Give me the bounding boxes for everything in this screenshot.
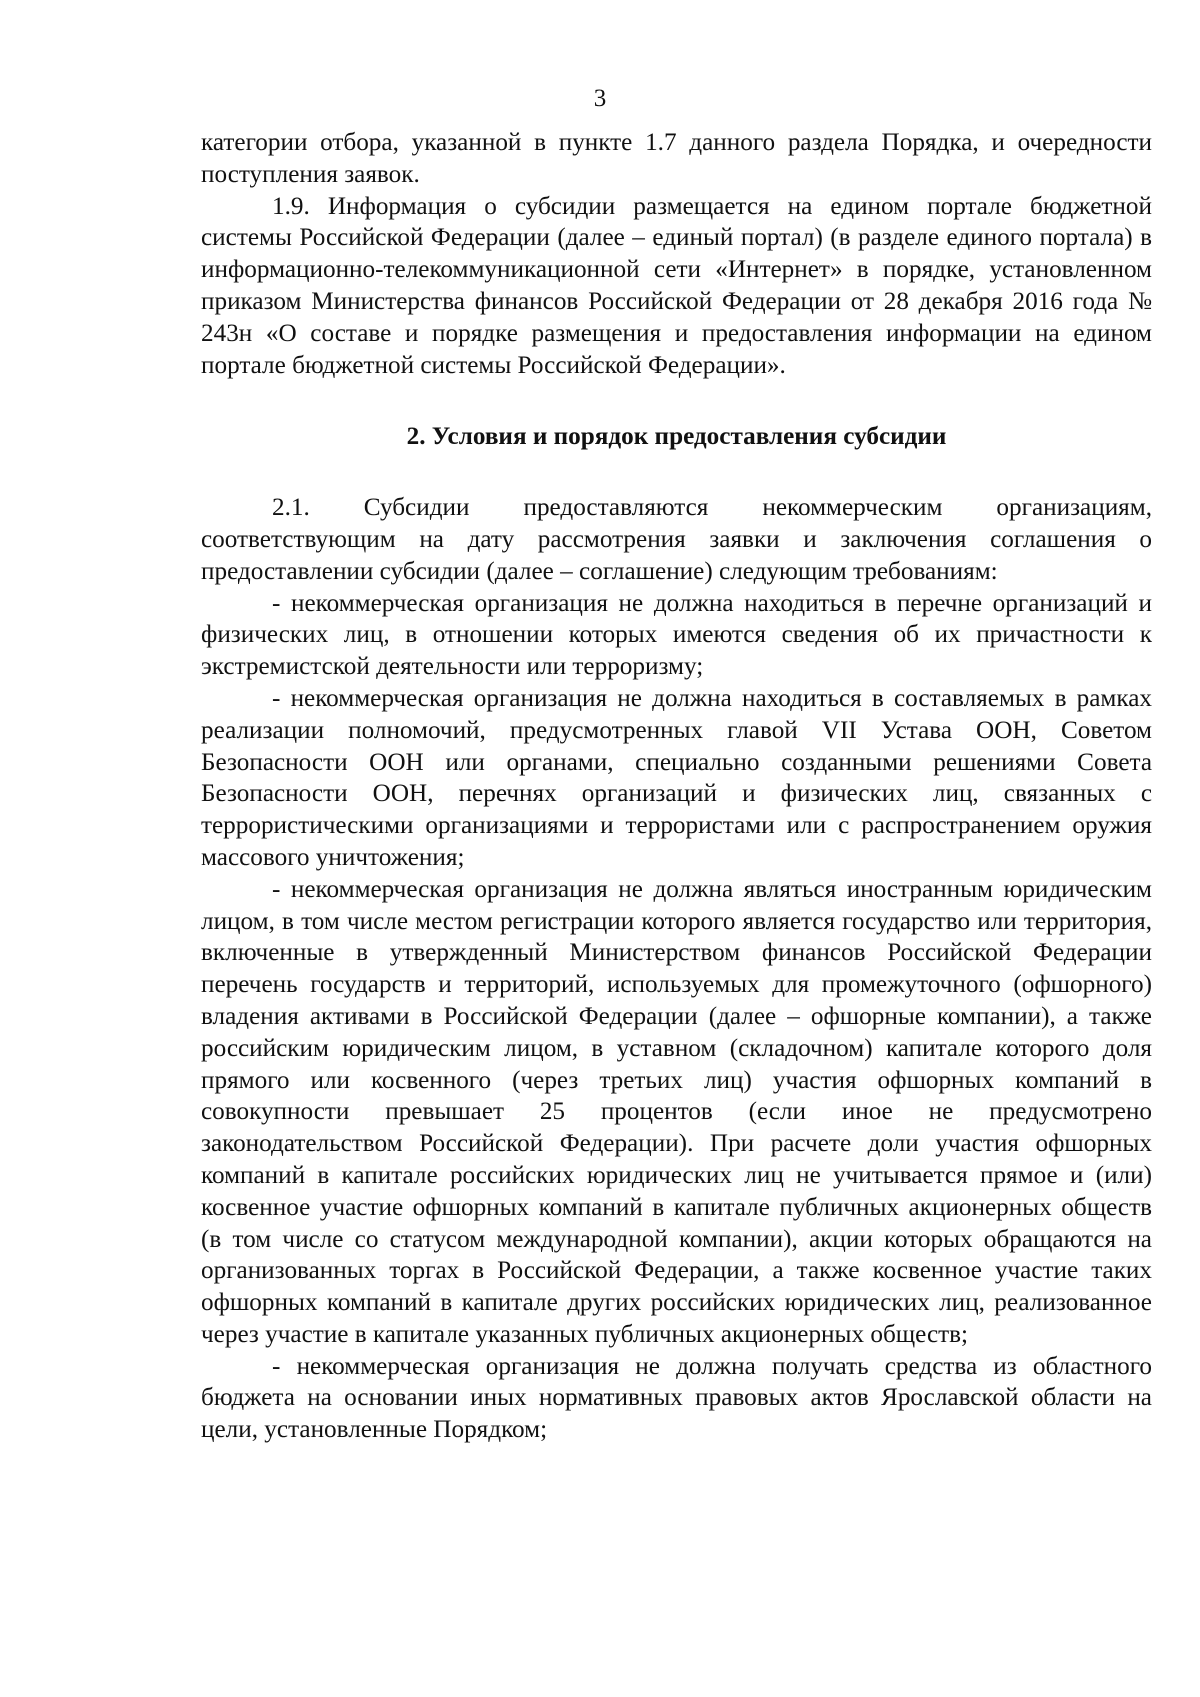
requirement-item-2: - некоммерческая организация не должна находиться в составляемых в рамках реализации полномочий, предусмотренных главой VII Устава ООН, Советом Безопасности ООН или органами, специально созданными решениями Совета Безопасности ООН, перечнях организаций и физических лиц, связанных с террористическими организациями и террористами или с распространением оружия массового уничтожения; [201,684,1152,871]
section-heading: 2. Условия и порядок предоставления субсидии [406,423,947,451]
paragraph-2-1: 2.1. Субсидии предоставляются некоммерческим организациям, соответствующим на дату рассмотрения заявки и заключения соглашения о предоставлении субсидии (далее – соглашение) следующим требованиям: [201,494,1152,585]
paragraph-1-9: 1.9. Информация о субсидии размещается на едином портале бюджетной системы Российской Федерации (далее – единый портал) (в разделе единого портала) в информационно-телекоммуникационной сети «Интернет» в порядке, установленном приказом Министерства финансов Российской Федерации от 28 декабря 2016 года № 243н «О составе и порядке размещения и предоставления информации на едином портале бюджетной системы Российской Федерации». [201,192,1152,379]
requirement-item-3: - некоммерческая организация не должна являться иностранным юридическим лицом, в том числе местом регистрации которого является государство или территория, включенные в утвержденный Министерством финансов Российской Федерации перечень государств и территорий, используемых для промежуточного (офшорного) владения активами в Российской Федерации (далее – офшорные компании), а также российским юридическим лицом, в уставном (складочном) капитале которого доля прямого или косвенного (через третьих лиц) участия офшорных компаний в совокупности превышает 25 процентов (если иное не предусмотрено законодательством Российской Федерации). При расчете доли участия офшорных компаний в капитале российских юридических лиц не учитывается прямое и (или) косвенное участие офшорных компаний в капитале публичных акционерных обществ (в том числе со статусом международной компании), акции которых обращаются на организованных торгах в Российской Федерации, а также косвенное участие таких офшорных компаний в капитале других российских юридических лиц, реализованное через участие в капитале указанных публичных акционерных обществ; [201,875,1152,1348]
document-body [201,127,1152,1446]
page-number: 3 [593,85,607,112]
requirement-item-1: - некоммерческая организация не должна находиться в перечне организаций и физических лиц, в отношении которых имеются сведения об их причастности к экстремистской деятельности или терроризму; [201,589,1152,681]
paragraph-continuation: категории отбора, указанной в пункте 1.7 данного раздела Порядка, и очередности поступления заявок. [201,129,1152,188]
requirement-item-4: - некоммерческая организация не должна получать средства из областного бюджета на основании иных нормативных правовых актов Ярославской области на цели, установленные Порядком; [201,1352,1152,1444]
